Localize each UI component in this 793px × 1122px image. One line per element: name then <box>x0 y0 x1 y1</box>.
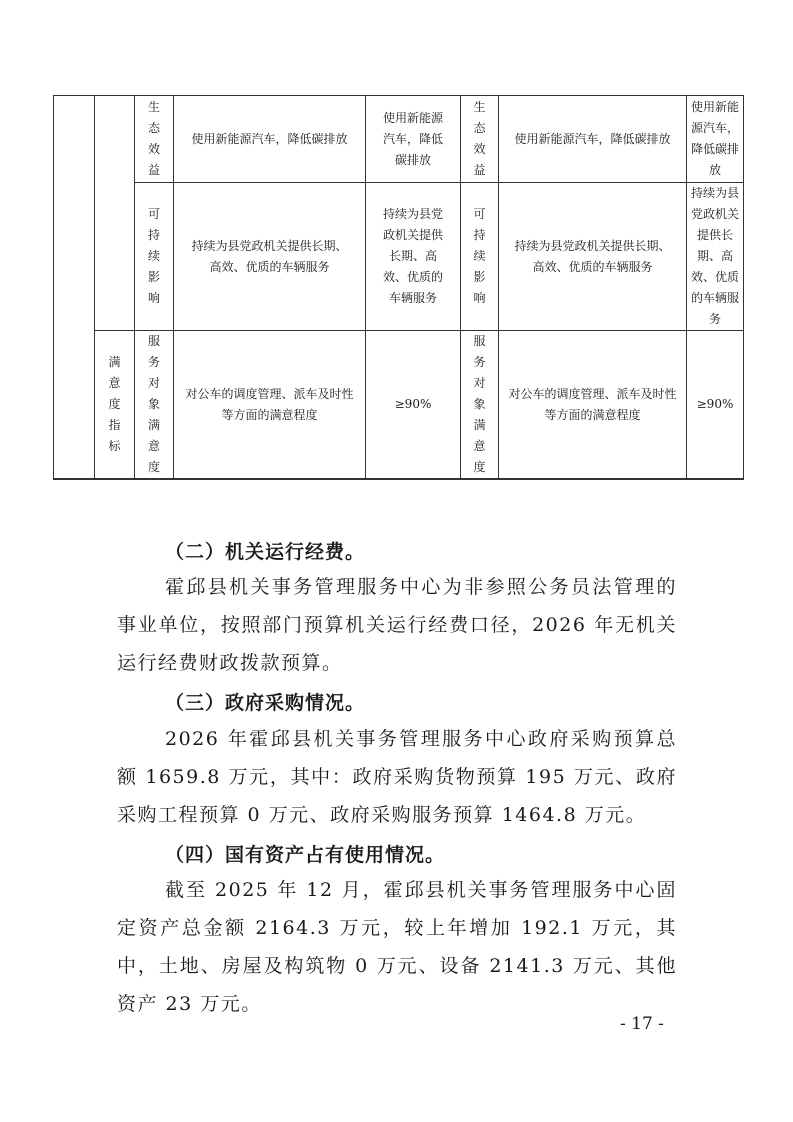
table-row <box>54 96 744 183</box>
indicator-target-cell: ≥90% <box>366 331 461 480</box>
section-heading-operating-expenses: （二）机关运行经费。 <box>165 541 366 563</box>
section-heading-state-assets: （四）国有资产占有使用情况。 <box>165 844 446 866</box>
section-heading-procurement: （三）政府采购情况。 <box>165 692 366 714</box>
indicator-target-cell: 持续为县党政机关提供长期、高效、优质的车辆服务 <box>366 183 461 331</box>
indicator-content-cell: 持续为县党政机关提供长期、高效、优质的车辆服务 <box>174 183 366 331</box>
table-row <box>54 183 744 331</box>
indicator-target-cell: 使用新能源汽车，降低碳排放 <box>366 96 461 183</box>
page-number: - 17 - <box>620 1014 664 1034</box>
indicator-content-cell-2: 持续为县党政机关提供长期、高效、优质的车辆服务 <box>499 183 687 331</box>
level3-indicator-cell-2: 服务对象满意度 <box>461 331 499 480</box>
level3-indicator-cell-2: 可持续影响 <box>461 183 499 331</box>
level3-indicator-cell: 可持续影响 <box>135 183 174 331</box>
level3-indicator-cell: 服务对象满意度 <box>135 331 174 480</box>
indicator-content-cell: 使用新能源汽车，降低碳排放 <box>174 96 366 183</box>
section-body-operating-expenses: 霍邱县机关事务管理服务中心为非参照公务员法管理的事业单位，按照部门预算机关运行经费口径，2026 年无机关运行经费财政拨款预算。 <box>117 576 677 674</box>
level2-indicator-cell <box>95 96 135 331</box>
indicator-target-cell-2: 持续为县党政机关提供长期、高效、优质的车辆服务 <box>687 183 744 331</box>
performance-indicator-table <box>53 95 744 480</box>
section-body-procurement: 2026 年霍邱县机关事务管理服务中心政府采购预算总额 1659.8 万元，其中：政府采购货物预算 195 万元、政府采购工程预算 0 万元、政府采购服务预算 1464.8 万元。 <box>117 728 677 826</box>
indicator-content-cell: 对公车的调度管理、派车及时性等方面的满意程度 <box>174 331 366 480</box>
section-body-state-assets: 截至 2025 年 12 月，霍邱县机关事务管理服务中心固定资产总金额 2164.3 万元，较上年增加 192.1 万元，其中，土地、房屋及构筑物 0 万元、设备 2141.3 万元、其他资产 23 万元。 <box>117 879 677 1015</box>
level2-indicator-cell: 满意度指标 <box>95 331 135 480</box>
level3-indicator-cell: 生态效益 <box>135 96 174 183</box>
table-row <box>54 331 744 480</box>
indicator-content-cell-2: 使用新能源汽车，降低碳排放 <box>499 96 687 183</box>
level3-indicator-cell-2: 生态效益 <box>461 96 499 183</box>
level1-indicator-cell <box>54 96 95 480</box>
indicator-target-cell-2: ≥90% <box>687 331 744 480</box>
indicator-target-cell-2: 使用新能源汽车，降低碳排放 <box>687 96 744 183</box>
indicator-content-cell-2: 对公车的调度管理、派车及时性等方面的满意程度 <box>499 331 687 480</box>
